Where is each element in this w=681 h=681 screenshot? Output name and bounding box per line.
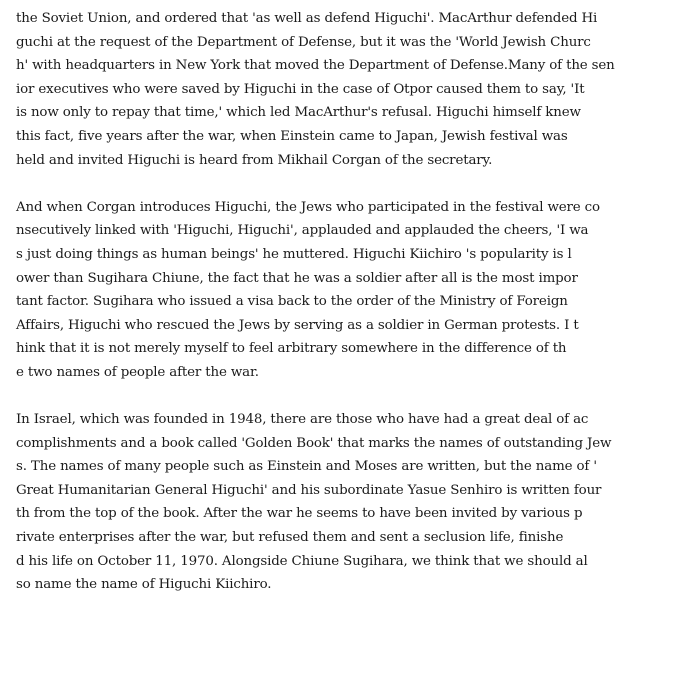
text-line: h' with headquarters in New York that moved the Department of Defense.Many of the sen [16, 58, 615, 74]
text-line: held and invited Higuchi is heard from Mikhail Corgan of the secretary. [16, 152, 493, 168]
text-line: ior executives who were saved by Higuchi in the case of Otpor caused them to say, 'It [16, 81, 585, 97]
text-line: Affairs, Higuchi who rescued the Jews by serving as a soldier in German protests. I t [16, 317, 579, 333]
paragraph-spacer [16, 172, 667, 196]
text-line: e two names of people after the war. [16, 364, 259, 380]
text-line: tant factor. Sugihara who issued a visa back to the order of the Ministry of Foreign [16, 294, 568, 310]
paragraph-2 [16, 196, 667, 385]
text-line: rivate enterprises after the war, but refused them and sent a seclusion life, finishe [16, 530, 564, 546]
text-line: hink that it is not merely myself to feel arbitrary somewhere in the difference of th [16, 341, 567, 357]
text-line: the Soviet Union, and ordered that 'as well as defend Higuchi'. MacArthur defended Hi [16, 11, 598, 26]
text-line: And when Corgan introduces Higuchi, the Jews who participated in the festival were co [16, 199, 600, 215]
text-line: In Israel, which was founded in 1948, there are those who have had a great deal of ac [16, 412, 589, 428]
text-line: s just doing things as human beings' he muttered. Higuchi Kiichiro 's popularity is l [16, 246, 572, 262]
paragraph-1 [16, 7, 667, 172]
text-line: this fact, five years after the war, when Einstein came to Japan, Jewish festival was [16, 128, 568, 144]
paragraph-3 [16, 408, 667, 597]
text-line: so name the name of Higuchi Kiichiro. [16, 577, 272, 593]
text-line: guchi at the request of the Department of Defense, but it was the 'World Jewish Churc [16, 34, 591, 50]
text-line: complishments and a book called 'Golden Book' that marks the names of outstanding Jew [16, 435, 612, 451]
text-line: s. The names of many people such as Einstein and Moses are written, but the name of ' [16, 459, 597, 475]
text-line: Great Humanitarian General Higuchi' and his subordinate Yasue Senhiro is written four [16, 482, 602, 498]
text-line: nsecutively linked with 'Higuchi, Higuchi', applauded and applauded the cheers, 'I wa [16, 223, 589, 239]
text-line: d his life on October 11, 1970. Alongside Chiune Sugihara, we think that we should al [16, 553, 588, 569]
paragraph-spacer [16, 385, 667, 409]
text-line: th from the top of the book. After the war he seems to have been invited by various p [16, 506, 583, 522]
text-line: is now only to repay that time,' which led MacArthur's refusal. Higuchi himself knew [16, 105, 581, 121]
text-line: ower than Sugihara Chiune, the fact that he was a soldier after all is the most impor [16, 270, 578, 286]
